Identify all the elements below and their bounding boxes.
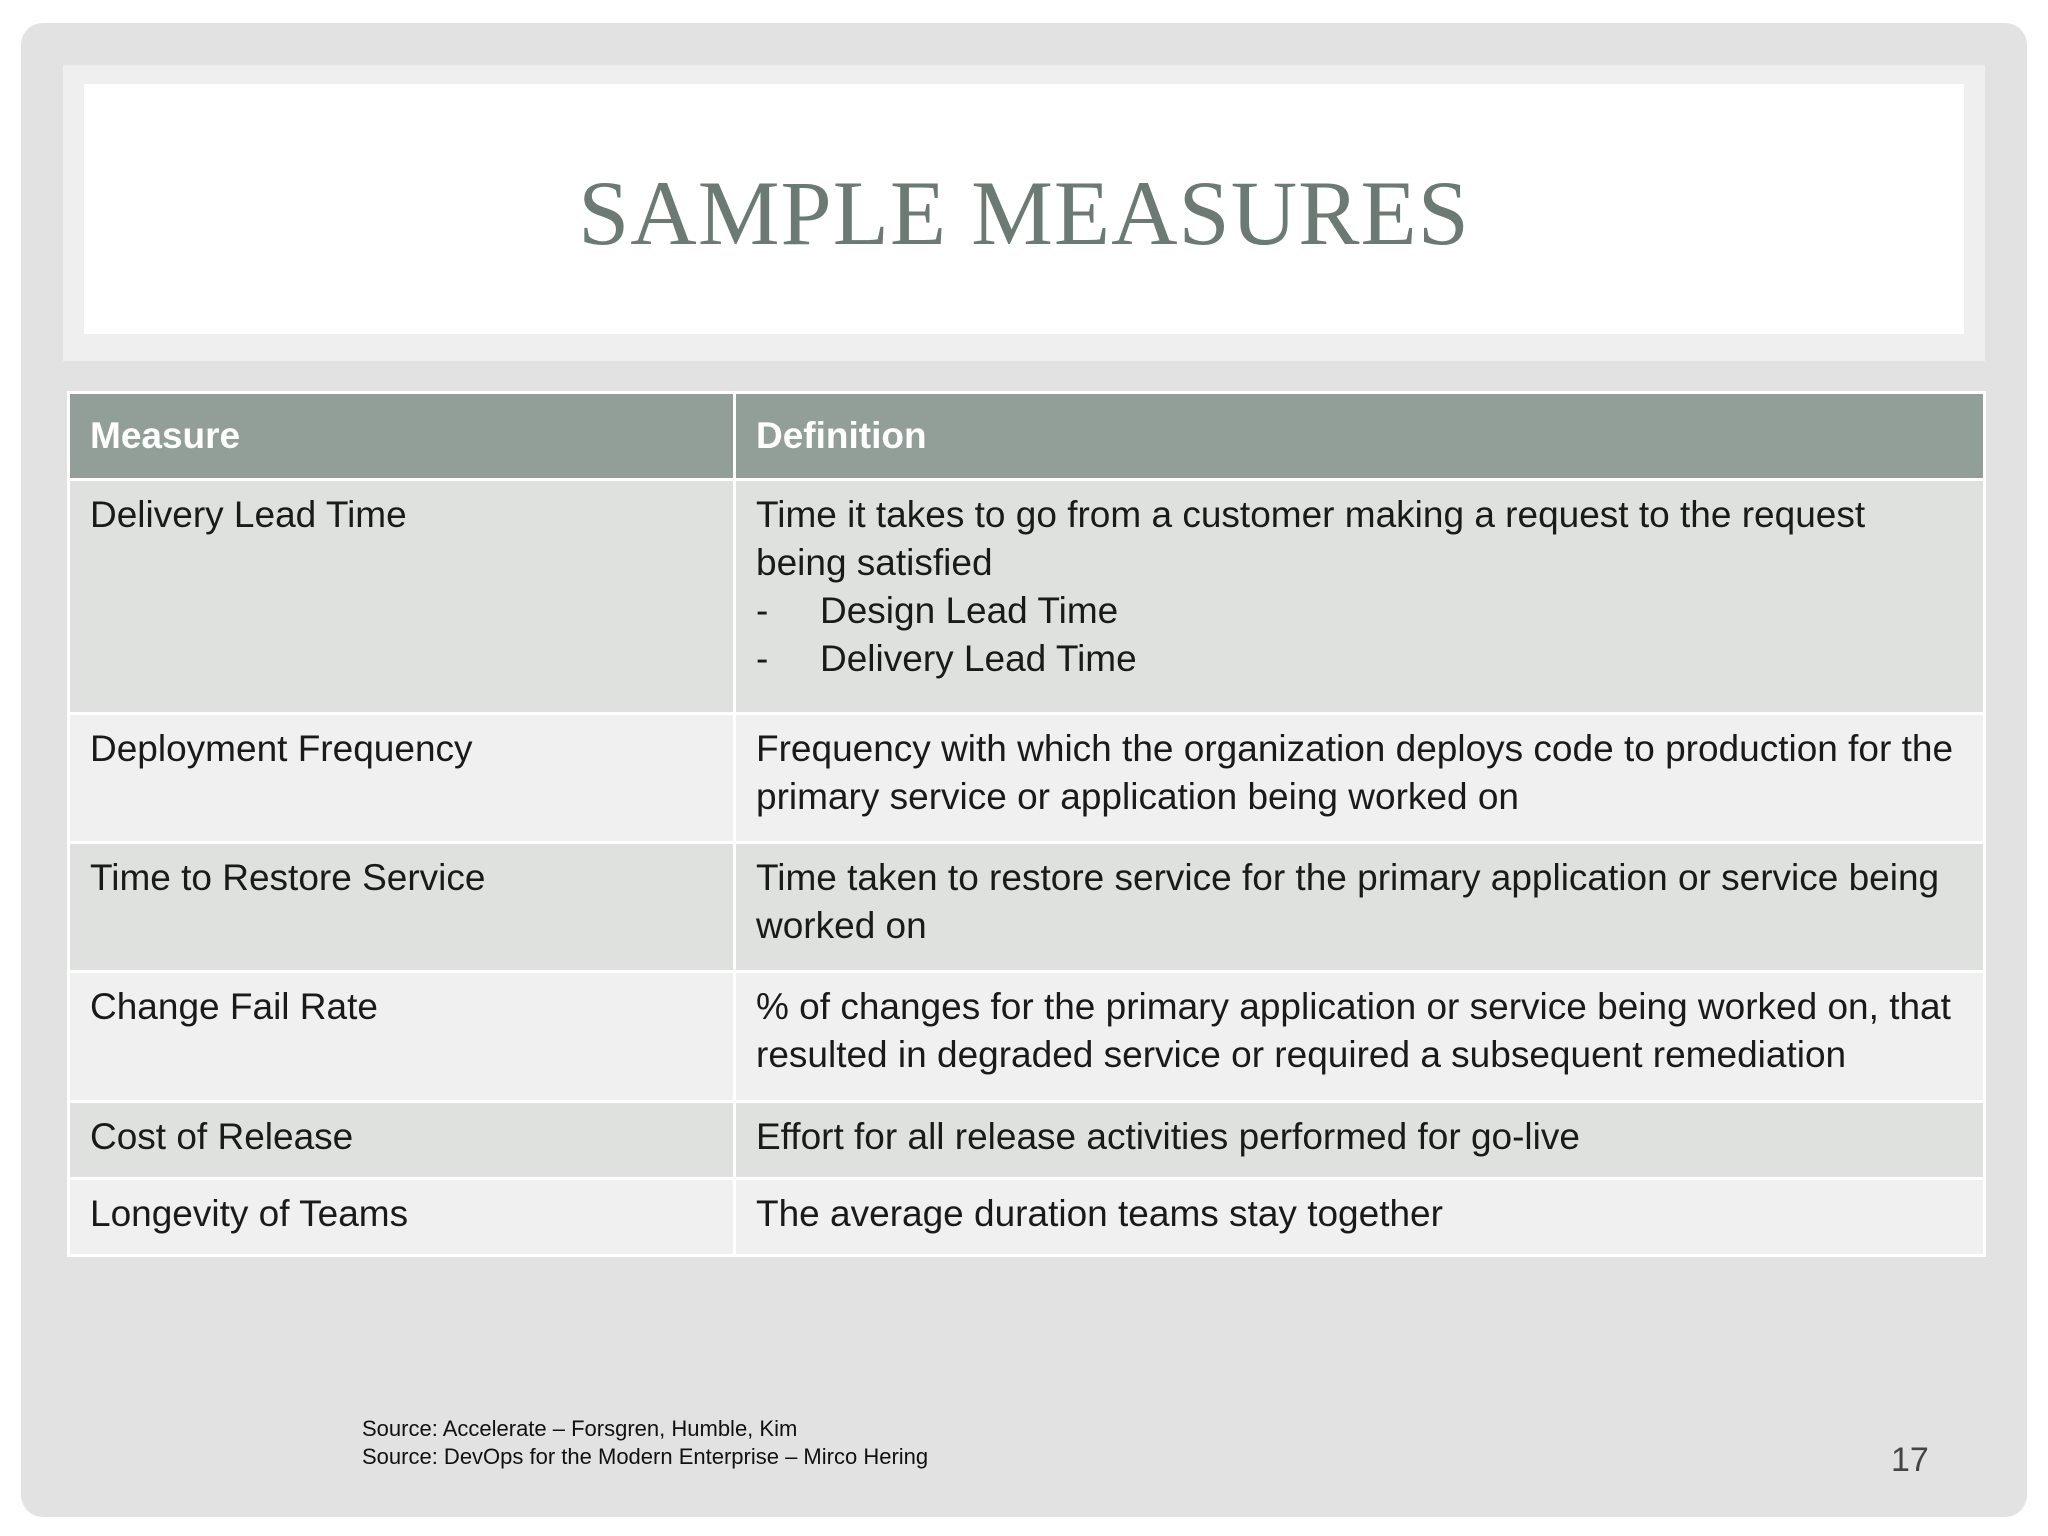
measures-table	[67, 391, 1986, 1257]
header-measure: Measure	[69, 393, 735, 480]
definition-cell: Frequency with which the organization deploys code to production for the primary service or application being worked on	[735, 713, 1985, 842]
measure-cell: Time to Restore Service	[69, 842, 735, 971]
definition-cell: Effort for all release activities performed for go-live	[735, 1101, 1985, 1178]
definition-cell: Time taken to restore service for the primary application or service being worked on	[735, 842, 1985, 971]
definition-text: Time it takes to go from a customer making a request to the request being satisfied	[756, 494, 1866, 583]
measure-cell: Delivery Lead Time	[69, 480, 735, 714]
table-row	[69, 842, 1985, 971]
table-row	[69, 713, 1985, 842]
header-definition: Definition	[735, 393, 1985, 480]
measure-cell: Cost of Release	[69, 1101, 735, 1178]
definition-cell	[735, 480, 1985, 714]
definition-cell: % of changes for the primary application or service being worked on, that resulted in degraded service or required a subsequent remediation	[735, 972, 1985, 1101]
sub-item	[756, 587, 1963, 635]
source-notes	[362, 1415, 928, 1471]
table-row	[69, 1178, 1985, 1255]
sub-item-list	[756, 587, 1963, 683]
source-line: Source: Accelerate – Forsgren, Humble, Kim	[362, 1416, 798, 1441]
sub-item-label: Delivery Lead Time	[820, 638, 1137, 679]
slide-title: SAMPLE MEASURES	[578, 162, 1470, 264]
table-header-row	[69, 393, 1985, 480]
dash-bullet: -	[756, 638, 769, 679]
measure-cell: Longevity of Teams	[69, 1178, 735, 1255]
sub-item-label: Design Lead Time	[820, 590, 1119, 631]
title-box	[84, 84, 1964, 334]
slide	[21, 23, 2027, 1517]
measure-cell: Change Fail Rate	[69, 972, 735, 1101]
measure-cell: Deployment Frequency	[69, 713, 735, 842]
measures-table-container	[67, 391, 1983, 1257]
page-number: 17	[1891, 1441, 1929, 1479]
definition-cell: The average duration teams stay together	[735, 1178, 1985, 1255]
source-line: Source: DevOps for the Modern Enterprise – Mirco Hering	[362, 1444, 929, 1469]
table-row	[69, 480, 1985, 714]
dash-bullet: -	[756, 590, 769, 631]
table-row	[69, 972, 1985, 1101]
table-row	[69, 1101, 1985, 1178]
title-panel	[63, 65, 1985, 361]
sub-item	[756, 635, 1963, 683]
